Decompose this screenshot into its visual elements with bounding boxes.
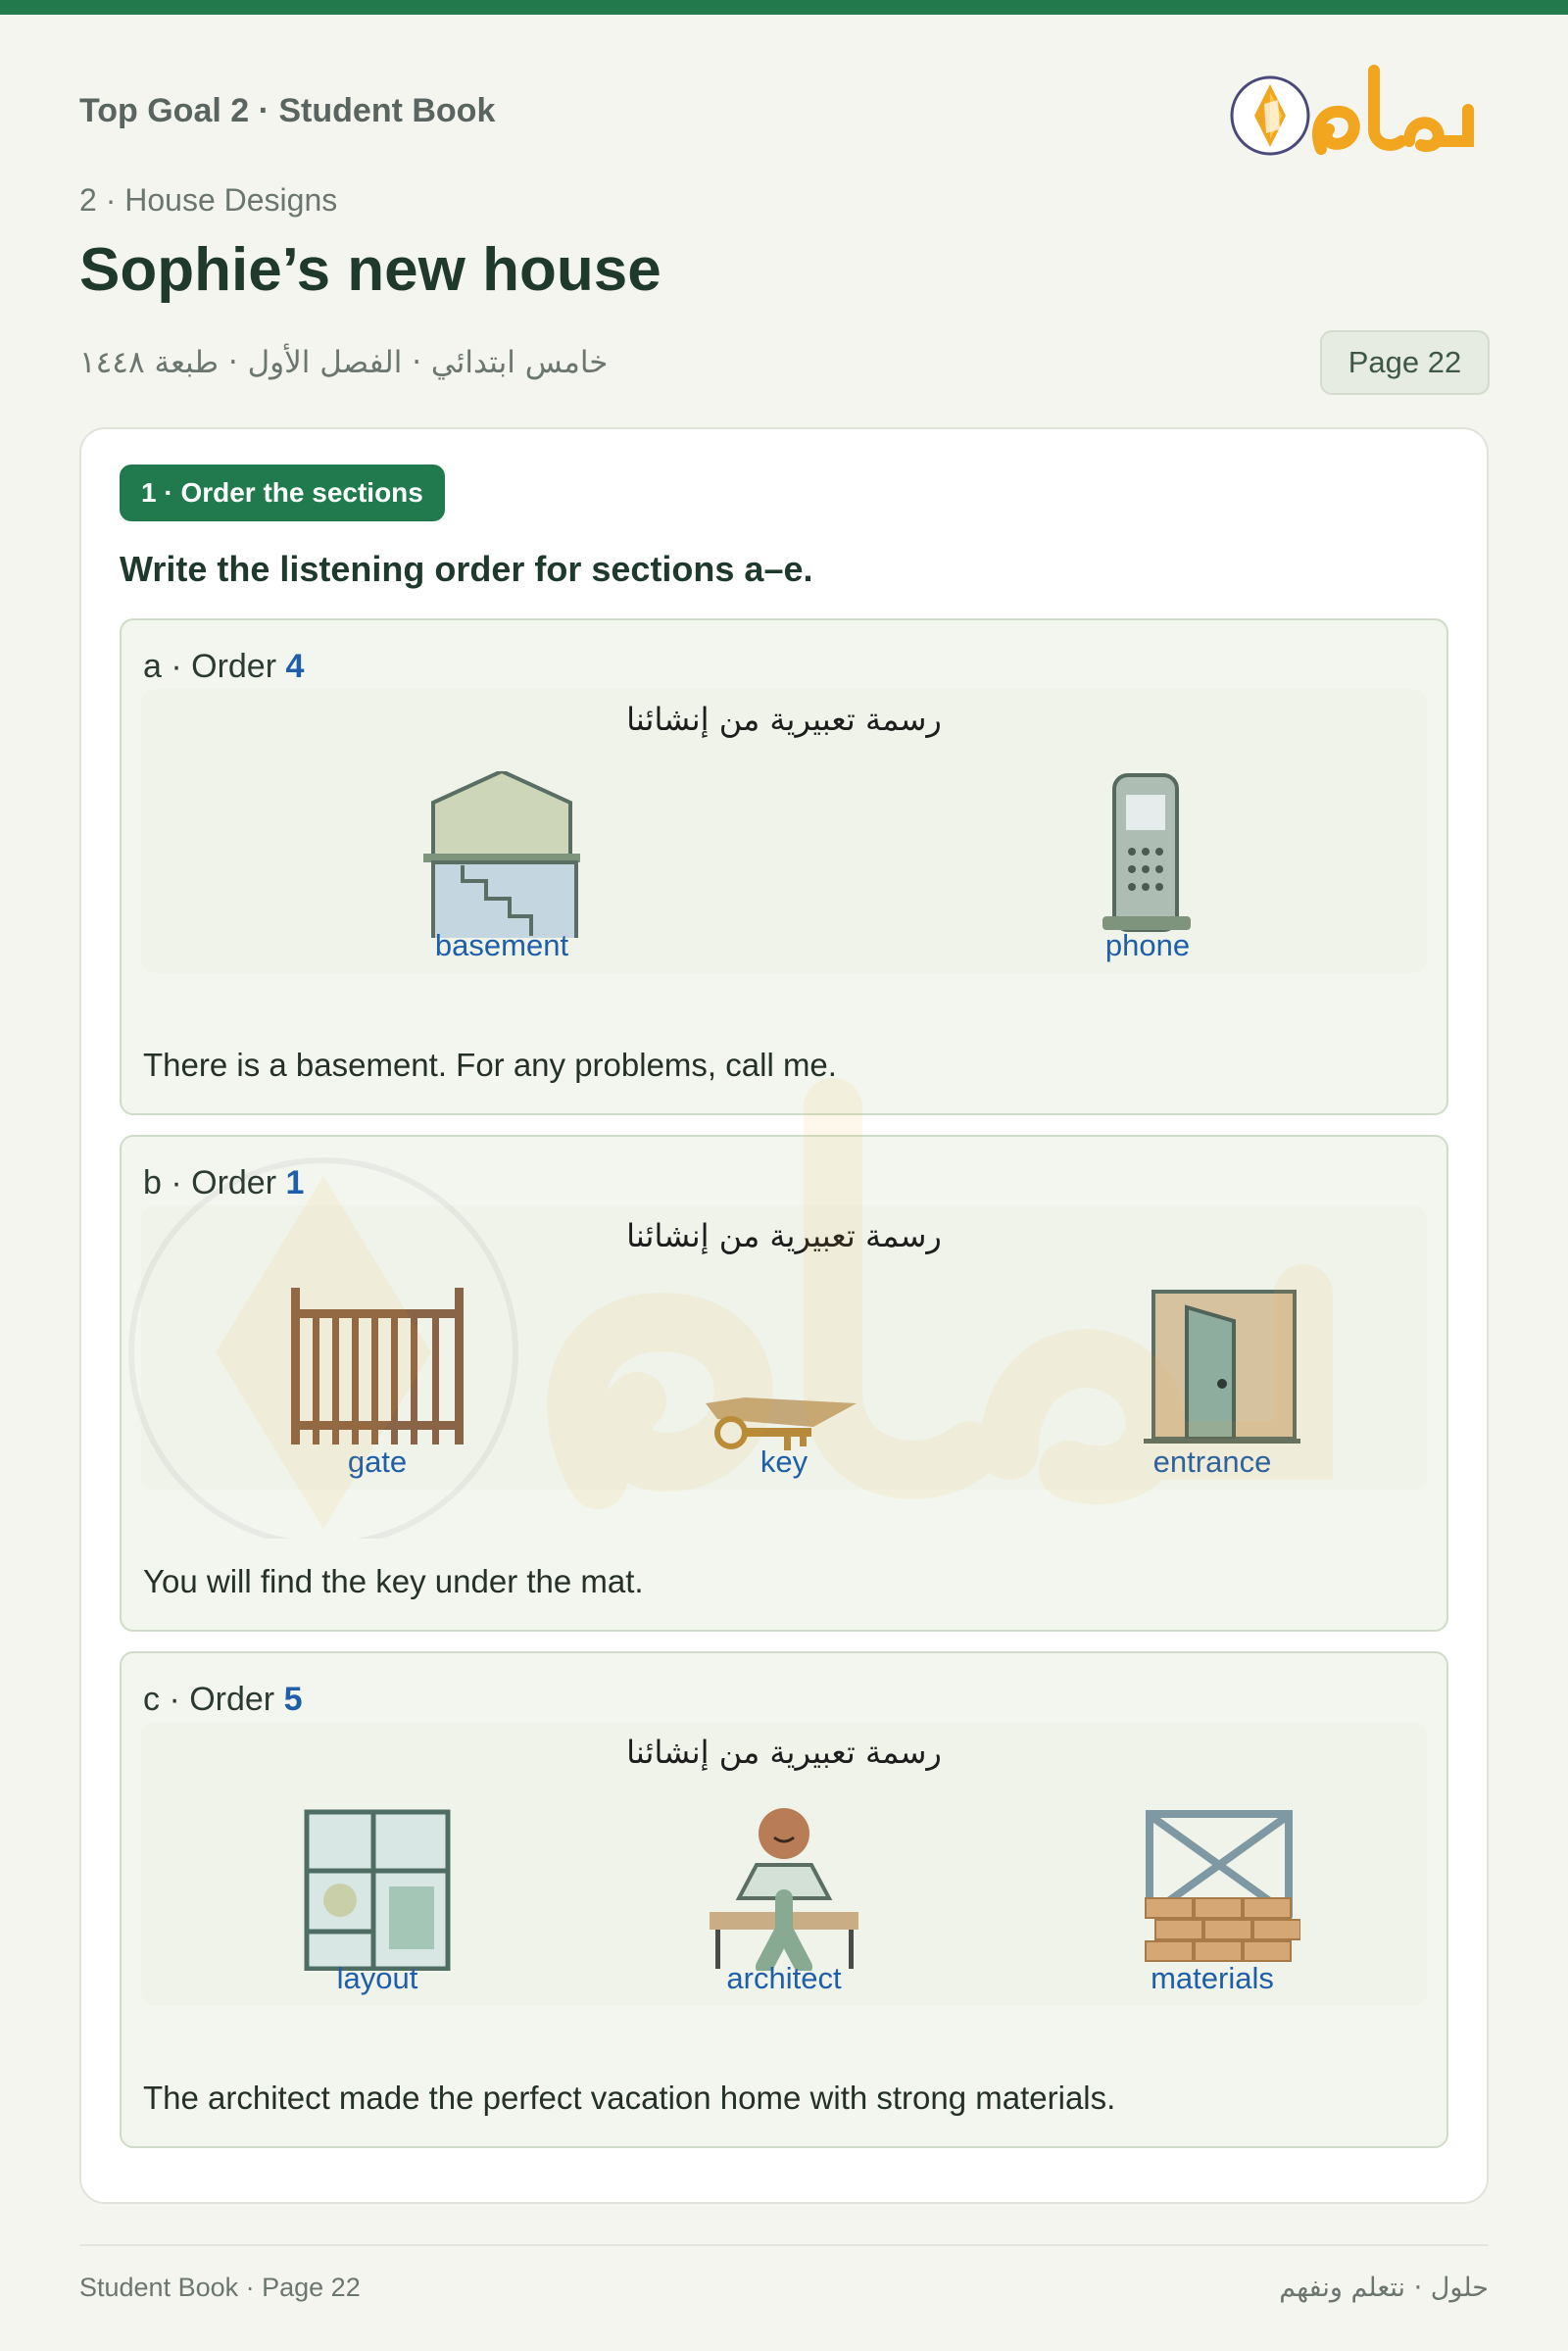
section-illustration: [141, 1205, 1427, 1490]
vocab-label: materials: [1151, 1961, 1274, 1995]
illustration-caption: رسمة تعبيرية من إنشائنا: [626, 1734, 942, 1771]
architect-icon: [696, 1804, 872, 1971]
gate-icon: [289, 1288, 466, 1454]
halool-logo: [1227, 61, 1482, 169]
exercise-badge: 1 · Order the sections: [120, 465, 445, 521]
vocab-item-layout: [260, 1804, 495, 2000]
section-illustration: [141, 689, 1427, 973]
vocab-item-gate: [260, 1288, 495, 1484]
grade-term-meta: خامس ابتدائي · الفصل الأول · طبعة ١٤٤٨: [79, 345, 609, 380]
section-c: [120, 1651, 1448, 2148]
vocab-label: basement: [434, 928, 569, 962]
unit-label: 2 · House Designs: [79, 182, 338, 218]
page-title: Sophie’s new house: [79, 236, 662, 304]
section-sentence: There is a basement. For any problems, call me.: [143, 1047, 837, 1083]
section-header: [143, 648, 304, 686]
vocab-label: entrance: [1152, 1445, 1272, 1479]
vocab-label: gate: [347, 1445, 408, 1479]
footer-brand-tagline: حلول · نتعلم ونفهم: [1279, 2273, 1489, 2303]
section-sentence: The architect made the perfect vacation home with strong materials.: [143, 2080, 1116, 2116]
vocab-label: architect: [726, 1961, 842, 1995]
footer-divider: [79, 2244, 1489, 2246]
vocab-label: layout: [336, 1961, 418, 1995]
vocab-label: key: [760, 1445, 808, 1479]
section-header: [143, 1164, 304, 1202]
page-number-chip: Page 22: [1320, 330, 1490, 395]
vocab-item-architect: [666, 1804, 902, 2000]
section-order-number: 1: [285, 1164, 305, 1201]
illustration-caption: رسمة تعبيرية من إنشائنا: [626, 1217, 942, 1254]
book-title: Top Goal 2 · Student Book: [79, 92, 496, 129]
footer-page-label: Student Book · Page 22: [79, 2273, 361, 2302]
section-order-prefix: c · Order: [143, 1681, 275, 1718]
section-b: [120, 1135, 1448, 1632]
section-header: [143, 1681, 303, 1719]
basement-icon: [414, 771, 590, 938]
section-order-number: 5: [283, 1681, 303, 1718]
vocab-item-materials: [1095, 1804, 1330, 2000]
section-order-prefix: a · Order: [143, 648, 277, 685]
vocab-item-key: [666, 1288, 902, 1484]
door-icon: [1124, 1288, 1300, 1454]
exercise-instruction: Write the listening order for sections a–e.: [120, 549, 813, 589]
section-order-number: 4: [285, 648, 305, 685]
vocab-item-entrance: [1095, 1288, 1330, 1484]
vocab-item-basement: [384, 771, 619, 967]
vocab-item-phone: [1030, 771, 1265, 967]
top-accent-bar: [0, 0, 1568, 15]
section-order-prefix: b · Order: [143, 1164, 277, 1201]
floor-plan-icon: [299, 1804, 456, 1971]
key-icon: [696, 1288, 872, 1454]
vocab-label: phone: [1104, 928, 1191, 962]
section-illustration: [141, 1722, 1427, 2006]
phone-icon: [1089, 771, 1206, 938]
section-a: [120, 618, 1448, 1115]
illustration-caption: رسمة تعبيرية من إنشائنا: [626, 701, 942, 738]
section-sentence: You will find the key under the mat.: [143, 1563, 644, 1599]
bricks-icon: [1124, 1804, 1300, 1971]
